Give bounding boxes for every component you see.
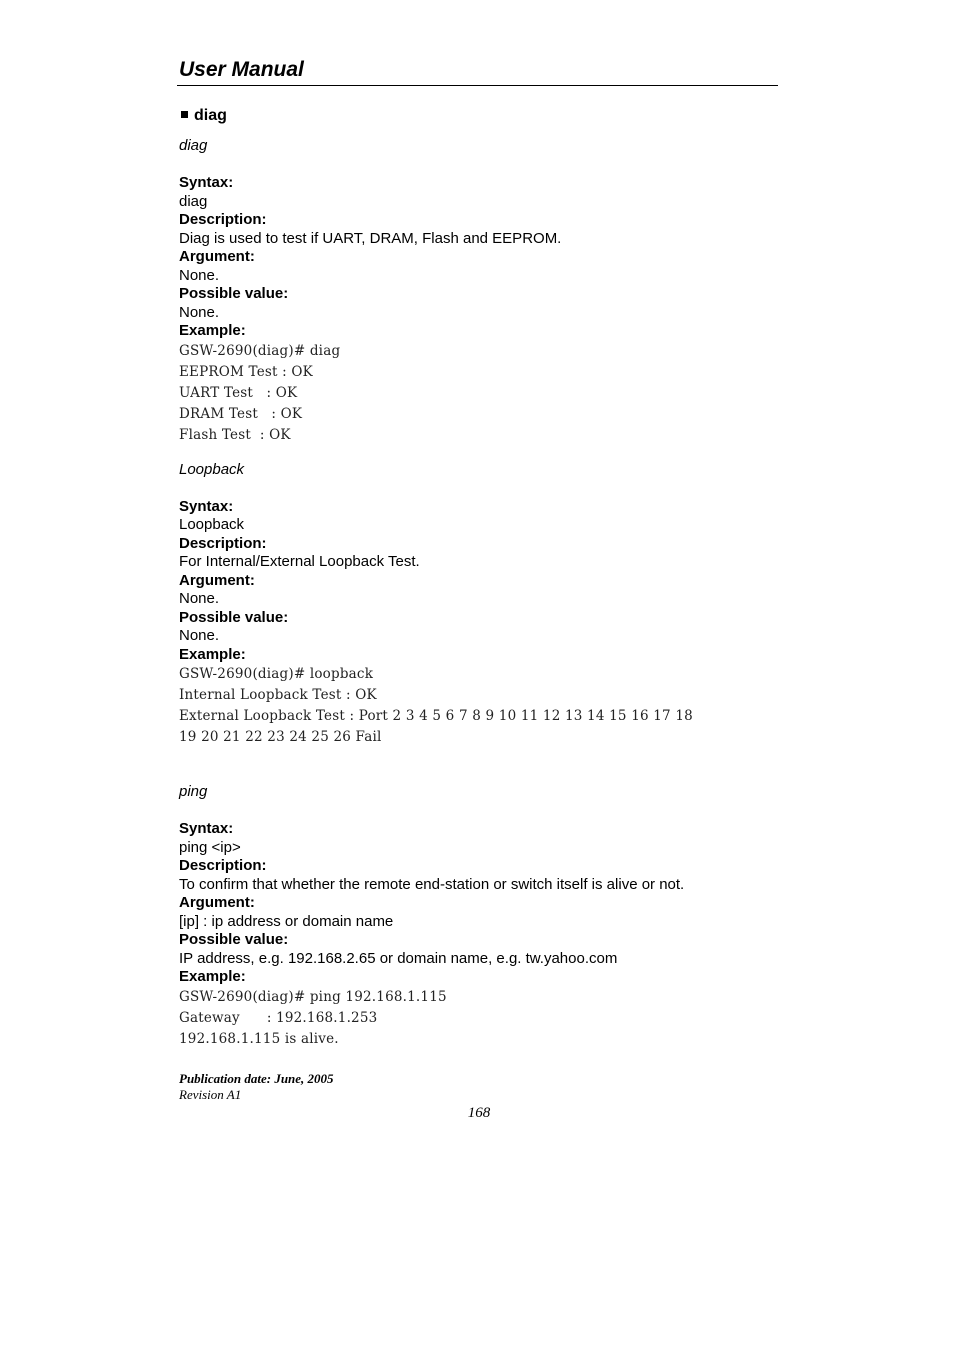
syntax-value: ping <ip> (179, 838, 241, 856)
possible-value: None. (179, 627, 220, 644)
argument-label: Argument: (179, 571, 255, 589)
example-line: Gateway : 192.168.1.253 (179, 1009, 378, 1026)
argument-label: Argument: (179, 248, 255, 265)
page-header-title: User Manual (179, 58, 304, 81)
command-name: Loopback (179, 460, 245, 478)
example-line: External Loopback Test : Port 2 3 4 5 6 7 8 9 10 11 12 13 14 15 16 17 18 (179, 708, 693, 724)
description-value: To confirm that whether the remote end-station or switch itself is alive or not. (179, 875, 685, 893)
command-block-diag (179, 136, 779, 446)
page-footer (179, 1071, 779, 1121)
syntax-label: Syntax: (179, 174, 234, 191)
section-heading (179, 104, 779, 128)
example-line: GSW-2690(diag)# loopback (179, 666, 374, 682)
syntax-label: Syntax: (179, 497, 234, 515)
example-label: Example: (179, 645, 246, 663)
argument-value: None. (179, 590, 220, 607)
argument-value: [ip] : ip address or domain name (179, 912, 394, 930)
page-content (179, 104, 779, 1050)
description-label: Description: (179, 534, 267, 552)
example-line: EEPROM Test : OK (179, 363, 313, 380)
command-block-loopback (179, 460, 779, 749)
publication-date: Publication date: June, 2005 (179, 1071, 334, 1086)
syntax-value: diag (179, 192, 208, 210)
argument-label: Argument: (179, 894, 255, 911)
page-number: 168 (467, 1105, 491, 1121)
command-block-ping (179, 782, 779, 1050)
revision: Revision A1 (179, 1087, 242, 1102)
possible-value: IP address, e.g. 192.168.2.65 or domain name, e.g. tw.yahoo.com (179, 949, 618, 967)
description-label: Description: (179, 857, 267, 874)
description-value: For Internal/External Loopback Test. (179, 553, 420, 570)
possible-value: None. (179, 303, 220, 321)
possible-value-label: Possible value: (179, 608, 289, 626)
example-line: 192.168.1.115 is alive. (179, 1030, 339, 1047)
syntax-value: Loopback (179, 516, 245, 533)
command-name: ping (179, 783, 208, 800)
example-line: DRAM Test : OK (179, 405, 303, 422)
syntax-label: Syntax: (179, 820, 234, 837)
example-line: UART Test : OK (179, 384, 298, 401)
argument-value: None. (179, 266, 220, 284)
example-line: 19 20 21 22 23 24 25 26 Fail (179, 729, 382, 745)
example-line: Flash Test : OK (179, 426, 291, 443)
example-line: Internal Loopback Test : OK (179, 687, 377, 703)
page-header (177, 57, 778, 86)
description-label: Description: (179, 211, 267, 228)
description-value: Diag is used to test if UART, DRAM, Flash and EEPROM. (179, 229, 562, 247)
example-label: Example: (179, 968, 246, 985)
example-line: GSW-2690(diag)# diag (179, 342, 341, 359)
example-label: Example: (179, 322, 246, 339)
command-name: diag (179, 137, 208, 154)
possible-value-label: Possible value: (179, 285, 289, 302)
example-line: GSW-2690(diag)# ping 192.168.1.115 (179, 988, 447, 1005)
section-title: diag (194, 107, 227, 124)
square-bullet-icon (181, 111, 188, 118)
possible-value-label: Possible value: (179, 931, 289, 948)
